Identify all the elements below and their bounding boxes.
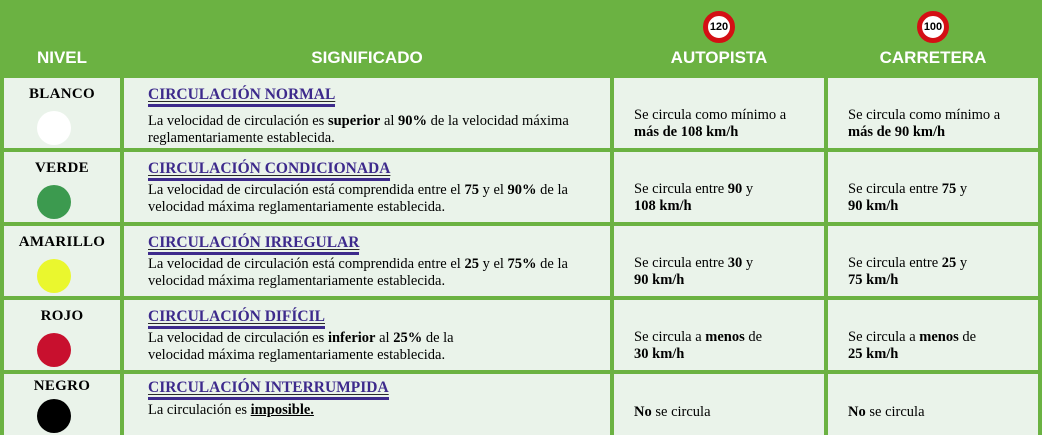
level-color-dot <box>37 185 71 219</box>
level-name: AMARILLO <box>18 234 106 250</box>
carretera-cell <box>828 374 1038 435</box>
level-description: La circulación es imposible. <box>148 402 314 418</box>
carretera-cell <box>828 78 1038 148</box>
header-carretera <box>828 4 1038 74</box>
level-color-dot <box>37 259 71 293</box>
carretera-cell <box>828 152 1038 222</box>
header-nivel-label: NIVEL <box>36 48 88 67</box>
meaning-cell <box>124 374 610 435</box>
speed-limit-sign-icon: 100 <box>917 11 949 43</box>
autopista-speed: Se circula a menos de 30 km/h <box>634 329 763 362</box>
autopista-cell <box>614 300 824 370</box>
level-description: La velocidad de circulación es inferior al 25% de la velocidad máxima reglamentariamente establecida. <box>148 330 454 363</box>
autopista-speed: Se circula como mínimo a más de 108 km/h <box>634 107 787 140</box>
level-color-dot <box>37 333 71 367</box>
level-name: ROJO <box>40 308 84 324</box>
header-significado-label: SIGNIFICADO <box>311 48 423 67</box>
level-title: CIRCULACIÓN DIFÍCIL <box>148 308 325 329</box>
header-carretera-label: CARRETERA <box>879 48 987 67</box>
autopista-cell <box>614 226 824 296</box>
level-name: BLANCO <box>29 86 95 102</box>
level-color-dot <box>37 399 71 433</box>
carretera-speed: Se circula entre 75 y 90 km/h <box>848 181 968 214</box>
autopista-cell <box>614 374 824 435</box>
level-cell <box>4 152 120 222</box>
level-color-dot <box>37 111 71 145</box>
meaning-cell <box>124 300 610 370</box>
header-autopista <box>614 4 824 74</box>
header-significado <box>124 4 610 74</box>
carretera-cell <box>828 300 1038 370</box>
level-title: CIRCULACIÓN NORMAL <box>148 86 335 107</box>
autopista-cell <box>614 78 824 148</box>
level-description: La velocidad de circulación está comprendida entre el 25 y el 75% de la velocidad máxima reglamentariamente establecida. <box>148 256 568 289</box>
level-description: La velocidad de circulación está comprendida entre el 75 y el 90% de la velocidad máxima reglamentariamente establecida. <box>148 182 568 215</box>
header-autopista-label: AUTOPISTA <box>670 48 768 67</box>
meaning-cell <box>124 78 610 148</box>
carretera-speed: Se circula como mínimo a más de 90 km/h <box>848 107 1001 140</box>
meaning-cell <box>124 152 610 222</box>
level-cell <box>4 226 120 296</box>
carretera-cell <box>828 226 1038 296</box>
header-nivel <box>4 4 120 74</box>
level-cell <box>4 374 120 435</box>
carretera-speed: Se circula entre 25 y 75 km/h <box>848 255 968 288</box>
level-cell <box>4 300 120 370</box>
level-name: NEGRO <box>33 378 91 394</box>
autopista-speed: No se circula <box>634 404 711 420</box>
meaning-cell <box>124 226 610 296</box>
level-title: CIRCULACIÓN IRREGULAR <box>148 234 359 255</box>
level-description: La velocidad de circulación es superior al 90% de la velocidad máxima reglamentariamente establecida. <box>148 113 569 146</box>
level-title: CIRCULACIÓN INTERRUMPIDA <box>148 379 389 400</box>
level-title: CIRCULACIÓN CONDICIONADA <box>148 160 390 181</box>
autopista-speed: Se circula entre 90 y 108 km/h <box>634 181 754 214</box>
autopista-cell <box>614 152 824 222</box>
level-cell <box>4 78 120 148</box>
carretera-speed: No se circula <box>848 404 925 420</box>
autopista-speed: Se circula entre 30 y 90 km/h <box>634 255 754 288</box>
level-name: VERDE <box>34 160 89 176</box>
carretera-speed: Se circula a menos de 25 km/h <box>848 329 977 362</box>
speed-limit-sign-icon: 120 <box>703 11 735 43</box>
